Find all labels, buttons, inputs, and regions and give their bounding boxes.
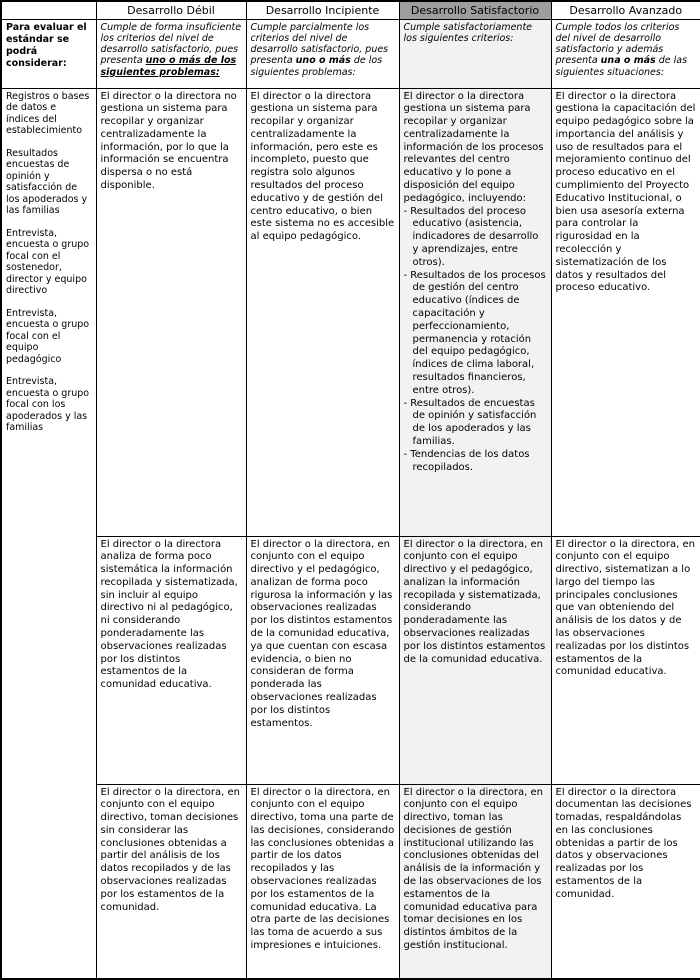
- cell-r2-debil: El director o la directora analiza de forma poco sistemática la información recopilada y sistematizada, sin incluir al equipo directivo ni al pedagógico, ni considerando ponderadamente las observaciones realizadas por los distintos estamentos de la comunidad educativa.: [96, 536, 246, 784]
- level-header-satisfactorio: Desarrollo Satisfactorio: [399, 1, 551, 19]
- description-text: de los siguientes problemas:: [250, 55, 383, 78]
- cell-r3-debil: El director o la directora, en conjunto con el equipo directivo, toman decisiones sin considerar las conclusiones obtenidas a partir del análisis de los datos recopilados y de las observaciones realizadas por los estamentos de la comunidad.: [96, 784, 246, 979]
- criterion-row-3: [1, 784, 700, 979]
- results-list: [404, 206, 547, 475]
- level-header-debil: Desarrollo Débil: [96, 1, 246, 19]
- list-item: Entrevista, encuesta o grupo focal con el sostenedor, director y equipo directivo: [6, 227, 90, 296]
- description-text: Cumple de forma insuficiente los criterios del nivel de desarrollo satisfactorio, pues presenta: [100, 21, 242, 67]
- cell-r2-avanzado: El director o la directora, en conjunto con el equipo directivo, sistematizan a lo largo del tiempo las principales conclusiones que van obteniendo del análisis de los datos y de las observaciones realizadas por los distintos estamentos de la comunidad educativa.: [551, 536, 700, 784]
- header-row: [1, 1, 700, 19]
- description-row: [1, 19, 700, 88]
- description-text: de las siguientes situaciones:: [555, 55, 688, 78]
- cell-intro: El director o la directora gestiona un sistema para recopilar y organizar centralizadamente la información de los procesos relevantes del centro educativo y lo pone a disposición del equipo pedagógico, incluyendo:: [403, 90, 544, 204]
- list-item: - Resultados del proceso educativo (asistencia, indicadores de desarrollo y aprendizajes, entre otros).: [404, 206, 547, 270]
- cell-r3-satisfactorio: El director o la directora, en conjunto con el equipo directivo, toman las decisiones de gestión institucional utilizando las conclusiones obtenidas del análisis de la información y de las observaciones de los estamentos de la comunidad educativa para tomar decisiones en los distintos ámbitos de la gestión institucional.: [399, 784, 551, 979]
- description-emphasis: uno o más: [295, 55, 351, 67]
- cell-r2-satisfactorio: El director o la directora, en conjunto con el equipo directivo y el pedagógico, analizan la información recopilada y sistematizada, considerando ponderadamente las observaciones realizadas por los distintos estamentos de la comunidad educativa.: [399, 536, 551, 784]
- level-description-satisfactorio: [399, 19, 551, 88]
- level-header-incipiente: Desarrollo Incipiente: [246, 1, 399, 19]
- description-text: Cumple todos los criterios del nivel de desarrollo satisfactorio y además presenta: [555, 21, 680, 67]
- list-item: - Resultados de los procesos de gestión del centro educativo (índices de capacitación y perfeccionamiento, permanencia y rotación del equipo pedagógico, índices de clima laboral, resultados financieros, entre otros).: [404, 270, 547, 398]
- cell-r2-incipiente: El director o la directora, en conjunto con el equipo directivo y el pedagógico, analizan de forma poco rigurosa la información y las observaciones realizadas por los distintos estamentos de la comunidad educativa, ya que cuentan con escasa evidencia, o bien no consideran de forma ponderada las observaciones realizadas por los distintos estamentos.: [246, 536, 399, 784]
- description-emphasis: una o más: [600, 55, 656, 67]
- corner-cell: [1, 1, 96, 19]
- cell-r1-incipiente: El director o la directora gestiona un sistema para recopilar y organizar centralizadamente la información, pero este es incompleto, puesto que registra solo algunos resultados del proceso educativo y de gestión del centro educativo, o bien este sistema no es accesible al equipo pedagógico.: [246, 88, 399, 536]
- list-item: - Resultados de encuestas de opinión y satisfacción de los apoderados y las familias.: [404, 398, 547, 449]
- evaluation-criteria-title: Para evaluar el estándar se podrá considerar:: [1, 19, 96, 88]
- evaluation-sources-list: [6, 91, 92, 434]
- list-item: Resultados encuestas de opinión y satisfacción de los apoderados y las familias: [6, 147, 88, 216]
- level-description-avanzado: [551, 19, 700, 88]
- level-description-debil: [96, 19, 246, 88]
- evaluation-sources: [1, 88, 96, 979]
- list-item: Entrevista, encuesta o grupo focal con el equipo pedagógico: [6, 307, 90, 365]
- cell-r1-debil: El director o la directora no gestiona un sistema para recopilar y organizar centralizadamente la información, por lo que la información se encuentra dispersa o no está disponible.: [96, 88, 246, 536]
- description-text: Cumple satisfactoriamente los siguientes criterios:: [403, 21, 533, 44]
- criterion-row-1: [1, 88, 700, 536]
- cell-r3-avanzado: El director o la directora documentan las decisiones tomadas, respaldándolas en las conclusiones obtenidas a partir de los datos y observaciones realizadas por los estamentos de la comunidad.: [551, 784, 700, 979]
- description-emphasis: uno o más de los siguientes problemas:: [100, 55, 237, 78]
- criterion-row-2: [1, 536, 700, 784]
- level-header-avanzado: Desarrollo Avanzado: [551, 1, 700, 19]
- description-text: Cumple parcialmente los criterios del nivel de desarrollo satisfactorio, pues presenta: [250, 21, 389, 67]
- list-item: - Tendencias de los datos recopilados.: [404, 449, 547, 475]
- cell-r3-incipiente: El director o la directora, en conjunto con el equipo directivo, toma una parte de las decisiones, considerando las conclusiones obtenidas a partir de los datos recopilados y las observaciones realizadas por los estamentos de la comunidad educativa. La otra parte de las decisiones las toma de acuerdo a sus impresiones e intuiciones.: [246, 784, 399, 979]
- cell-r1-avanzado: El director o la directora gestiona la capacitación del equipo pedagógico sobre la importancia del análisis y uso de resultados para el mejoramiento continuo del proceso educativo en el cumplimiento del Proyecto Educativo Institucional, o bien usa asesoría externa para controlar la rigurosidad en la recolección y sistematización de los datos y resultados del proceso educativo.: [551, 88, 700, 536]
- cell-r1-satisfactorio: [399, 88, 551, 536]
- level-description-incipiente: [246, 19, 399, 88]
- list-item: Registros o bases de datos e índices del establecimiento: [6, 90, 90, 136]
- list-item: Entrevista, encuesta o grupo focal con los apoderados y las familias: [6, 376, 90, 433]
